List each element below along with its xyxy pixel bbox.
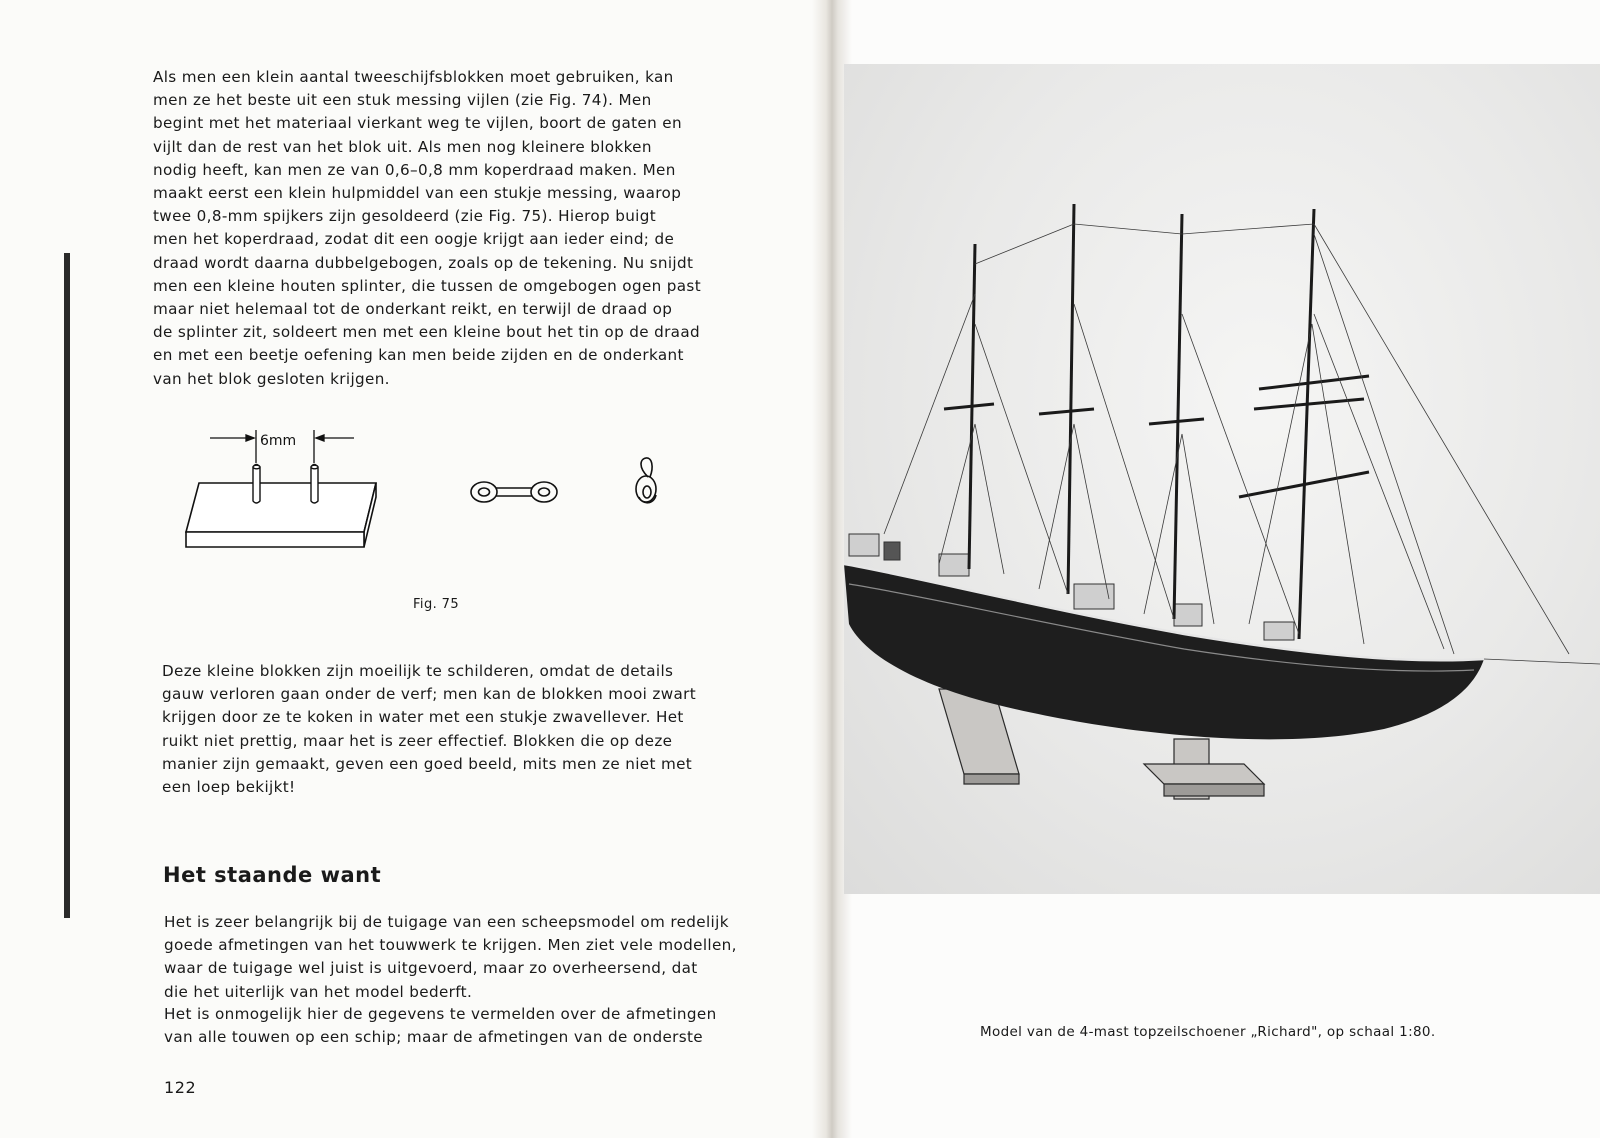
text-line: Als men een klein aantal tweeschijfsblokken moet gebruiken, kan: [153, 68, 674, 86]
text-line: men ze het beste uit een stuk messing vijlen (zie Fig. 74). Men: [153, 91, 652, 110]
photo-caption: Model van de 4-mast topzeilschoener „Richard", op schaal 1:80.: [980, 1024, 1436, 1040]
text-line: die het uiterlijk van het model bederft.: [164, 982, 473, 1001]
text-line: een loep bekijkt!: [162, 778, 296, 797]
masts: [969, 204, 1314, 639]
text-line: manier zijn gemaakt, geven een goed beeld, mits men ze niet met: [162, 754, 693, 773]
text-line: vijlt dan de rest van het blok uit. Als men nog kleinere blokken: [153, 137, 652, 156]
paragraph-rigging-intro: [164, 911, 737, 1004]
ship-model-photo: [844, 64, 1600, 894]
text-line: twee 0,8-mm spijkers zijn gesoldeerd (zie Fig. 75). Hierop buigt: [153, 207, 657, 226]
hull: [844, 564, 1484, 739]
wire-bending-illustration: [176, 425, 696, 550]
text-line: gauw verloren gaan onder de verf; men kan de blokken mooi zwart: [162, 685, 697, 704]
paragraph-rope-dimensions: [164, 1003, 718, 1049]
figure-75-drawing: [176, 425, 696, 550]
paragraph-blocks-intro: [153, 66, 707, 391]
text-line: waar de tuigage wel juist is uitgevoerd, maar zo overheersend, dat: [164, 959, 698, 978]
text-line: Het is onmogelijk hier de gegevens te vermelden over de afmetingen: [164, 1005, 717, 1023]
text-line: ruikt niet prettig, maar het is zeer effectief. Blokken die op deze: [162, 731, 673, 750]
jig-pin-left: [253, 465, 260, 504]
figure-caption: Fig. 75: [413, 597, 460, 612]
wire-eye-link: [471, 482, 557, 502]
text-line: en met een beetje oefening kan men beide zijden en de onderkant: [153, 346, 684, 365]
text-line: men het koperdraad, zodat dit een oogje krijgt aan ieder eind; de: [153, 230, 675, 249]
text-line: begint met het materiaal vierkant weg te vijlen, boort de gaten en: [153, 114, 682, 133]
schooner-model-image: [844, 64, 1600, 894]
text-line: men een kleine houten splinter, die tussen de omgebogen ogen past: [153, 276, 702, 295]
wire-folded-loop: [636, 458, 656, 503]
text-line: maakt eerst een klein hulpmiddel van een stukje messing, waarop: [153, 184, 682, 203]
jig-pin-right: [311, 465, 318, 504]
text-line: van alle touwen op een schip; maar de afmetingen van de onderste: [164, 1028, 703, 1047]
text-line: goede afmetingen van het touwwerk te krijgen. Men ziet vele modellen,: [164, 936, 737, 955]
text-line: draad wordt daarna dubbelgebogen, zoals op de tekening. Nu snijdt: [153, 253, 694, 272]
dimension-label: 6mm: [260, 433, 297, 449]
text-line: maar niet helemaal tot de onderkant reikt, en terwijl de draad op: [153, 300, 673, 319]
text-line: krijgen door ze te koken in water met een stukje zwavellever. Het: [162, 708, 684, 727]
text-line: nodig heeft, kan men ze van 0,6–0,8 mm koperdraad maken. Men: [153, 160, 676, 179]
text-line: de splinter zit, soldeert men met een kleine bout het tin op de draad: [153, 323, 700, 342]
section-heading: Het staande want: [163, 863, 382, 887]
text-line: van het blok gesloten krijgen.: [153, 369, 390, 388]
page-number: 122: [164, 1078, 197, 1097]
paragraph-painting-blocks: [162, 660, 715, 799]
text-line: Het is zeer belangrijk bij de tuigage van een scheepsmodel om redelijk: [164, 913, 729, 931]
margin-bar: [64, 253, 70, 918]
bending-jig: [186, 483, 376, 547]
text-line: Deze kleine blokken zijn moeilijk te schilderen, omdat de details: [162, 662, 674, 680]
